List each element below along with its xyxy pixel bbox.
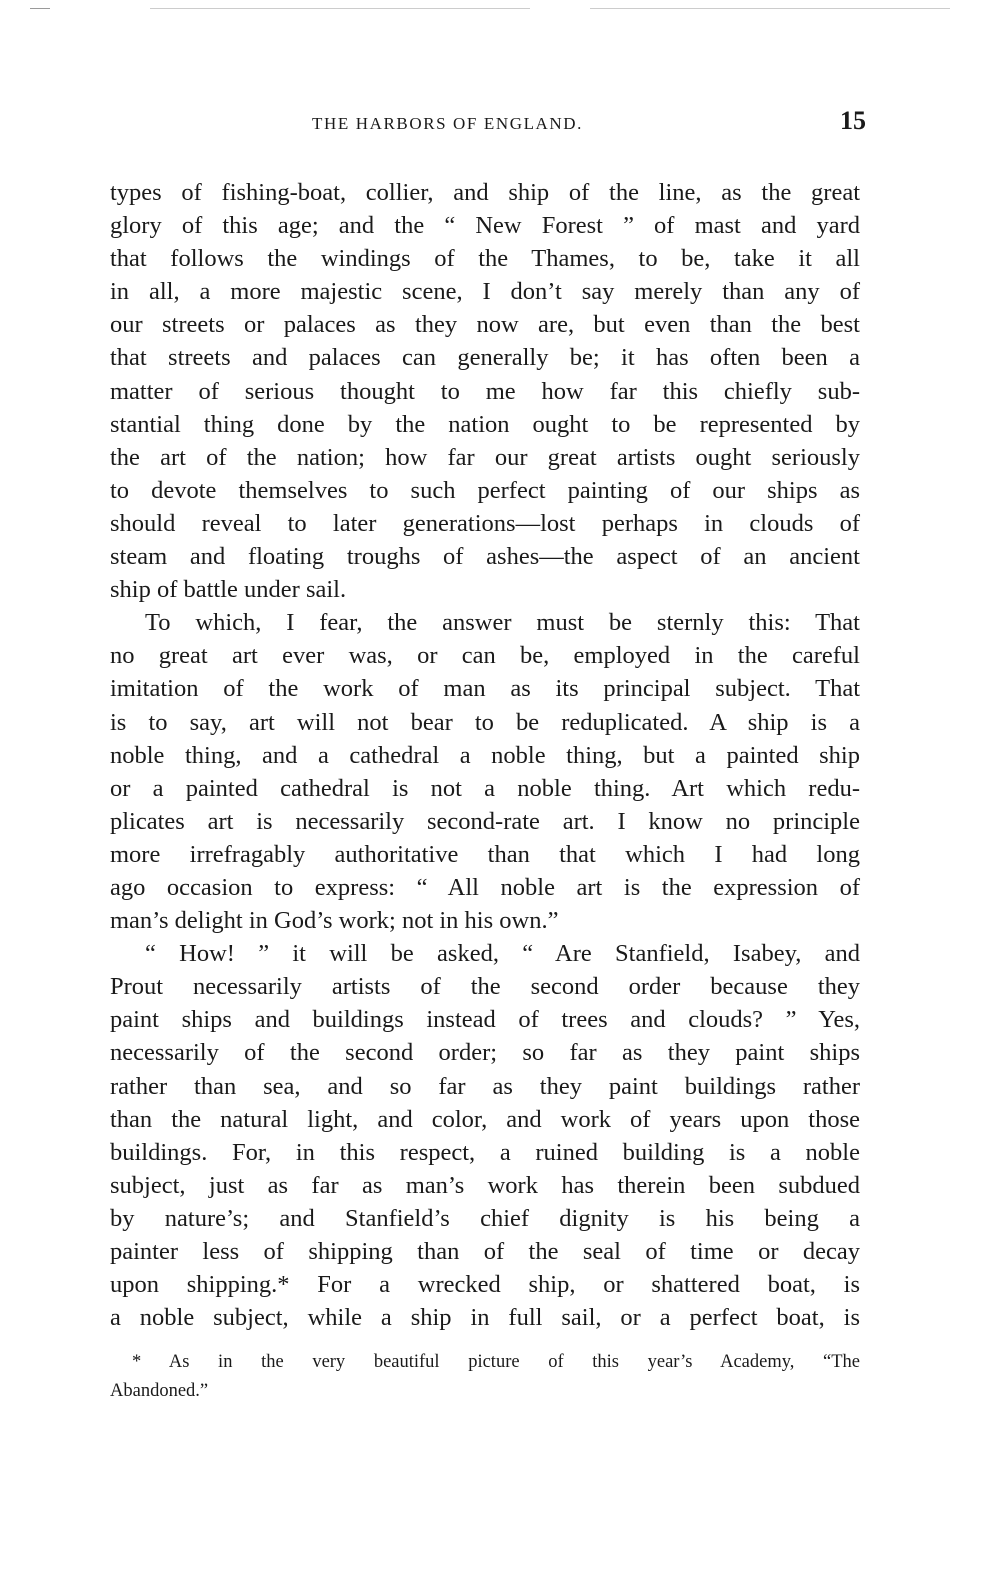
body-text-line: plicates art is necessarily second-rate art. I know no principle [110,807,860,835]
body-text-line: no great art ever was, or can be, employed in the careful [110,642,860,670]
body-text-line: paint ships and buildings instead of trees and clouds? ” Yes, [110,1006,860,1034]
body-text-line: glory of this age; and the “ New Forest ” of mast and yard [110,212,860,240]
body-text-line: by nature’s; and Stanfield’s chief dignity is his being a [110,1204,860,1232]
body-text-line: matter of serious thought to me how far this chiefly sub- [110,377,860,405]
body-text-line: is to say, art will not bear to be reduplicated. A ship is a [110,708,860,736]
scan-artifact [150,8,530,9]
scan-artifact [30,8,50,9]
body-text-line: our streets or palaces as they now are, but even than the best [110,311,860,339]
body-text-line: noble thing, and a cathedral a noble thing, but a painted ship [110,741,860,769]
body-text-line: ago occasion to express: “ All noble art is the expression of [110,873,860,901]
running-title: THE HARBORS OF ENGLAND. [312,114,584,133]
body-text-line: or a painted cathedral is not a noble thing. Art which redu- [110,774,860,802]
body-text-line: to devote themselves to such perfect painting of our ships as [110,476,860,504]
body-text-line: than the natural light, and color, and work of years upon those [110,1105,860,1133]
scan-artifact [590,8,950,9]
body-text-line: should reveal to later generations—lost perhaps in clouds of [110,509,860,537]
body-text-line: subject, just as far as man’s work has therein been subdued [110,1171,860,1199]
body-text-line: the art of the nation; how far our great artists ought seriously [110,443,860,471]
body-text-line: in all, a more majestic scene, I don’t say merely than any of [110,278,860,306]
body-text-line: upon shipping.* For a wrecked ship, or shattered boat, is [110,1271,860,1299]
body-text-line: that follows the windings of the Thames, to be, take it all [110,245,860,273]
body-text-line: buildings. For, in this respect, a ruined building is a noble [110,1138,860,1166]
body-text-line: that streets and palaces can generally be; it has often been a [110,344,860,372]
body-text-line: more irrefragably authoritative than that which I had long [110,840,860,868]
body-text-line: “ How! ” it will be asked, “ Are Stanfield, Isabey, and [145,940,860,968]
body-text-line: types of fishing-boat, collier, and ship of the line, as the great [110,179,860,206]
body-text-line: Prout necessarily artists of the second order because they [110,973,860,1001]
body-text-line: man’s delight in God’s work; not in his own.” [110,907,559,935]
footnote-line: Abandoned.” [110,1381,209,1401]
body-text-line: ship of battle under sail. [110,576,347,604]
body-text-line: painter less of shipping than of the seal of time or decay [110,1238,860,1265]
body-text-line: To which, I fear, the answer must be sternly this: That [145,609,860,637]
body-text-line: imitation of the work of man as its principal subject. That [110,675,860,703]
footnote-line: * As in the very beautiful picture of this year’s Academy, “The [132,1352,860,1372]
body-text-line: rather than sea, and so far as they paint buildings rather [110,1072,860,1100]
footnote [110,1348,860,1406]
body-text-line: a noble subject, while a ship in full sail, or a perfect boat, is [110,1304,860,1332]
body-text-line: stantial thing done by the nation ought to be represented by [110,410,860,438]
page-number: 15 [840,106,866,135]
body-text-line: steam and floating troughs of ashes—the aspect of an ancient [110,543,860,571]
body-text-line: necessarily of the second order; so far as they paint ships [110,1039,860,1067]
body-text [110,176,860,1334]
